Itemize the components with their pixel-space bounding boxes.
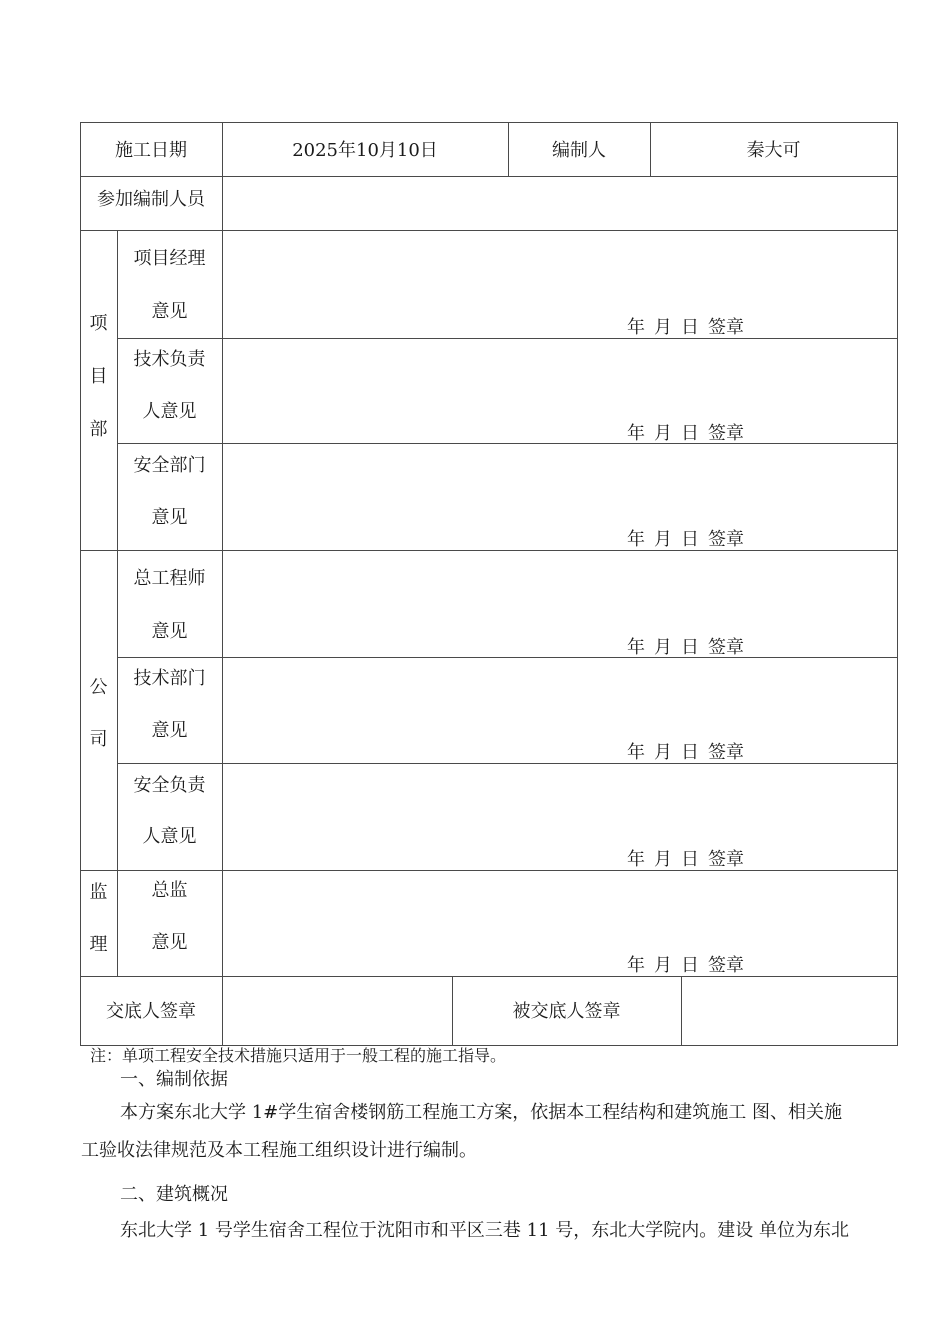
signature-line <box>627 529 753 551</box>
sig-year: 年 <box>627 529 645 550</box>
sig-year: 年 <box>627 955 645 976</box>
group-char: 理 <box>89 934 108 955</box>
sig-day: 日 <box>681 849 699 870</box>
opinion-label-line2: 人意见 <box>142 401 197 422</box>
sig-seal: 签章 <box>708 423 744 444</box>
date-label: 施工日期 <box>115 140 187 161</box>
sig-month: 月 <box>654 637 672 658</box>
opinion-label-line1: 总监 <box>151 880 188 901</box>
table-rule <box>117 230 118 976</box>
date-value: 2025年10月10日 <box>292 140 438 161</box>
sig-seal: 签章 <box>708 317 744 338</box>
signature-line <box>627 955 753 977</box>
table-border-top <box>80 122 898 123</box>
paragraph-line: 工验收法律规范及本工程施工组织设计进行编制。 <box>81 1140 477 1161</box>
table-rule <box>117 657 898 658</box>
receiver-label: 被交底人签章 <box>512 1001 621 1022</box>
opinion-label-line1: 技术部门 <box>133 668 206 689</box>
table-rule <box>80 176 898 177</box>
signature-line <box>627 637 753 659</box>
group-char: 目 <box>89 366 108 387</box>
sig-day: 日 <box>681 955 699 976</box>
sig-month: 月 <box>654 423 672 444</box>
signature-line <box>627 423 753 445</box>
paragraph-line: 本方案东北大学 1#学生宿舍楼钢筋工程施工方案，依据本工程结构和建筑施工 图、相关施 <box>120 1102 842 1123</box>
sig-day: 日 <box>681 317 699 338</box>
table-rule <box>80 870 898 871</box>
table-rule <box>80 550 898 551</box>
group-char: 司 <box>89 729 108 750</box>
group-char: 项 <box>89 313 108 334</box>
opinion-label-line2: 意见 <box>151 507 188 528</box>
section-heading: 一、编制依据 <box>120 1069 228 1090</box>
sig-month: 月 <box>654 955 672 976</box>
sig-month: 月 <box>654 317 672 338</box>
table-rule <box>80 230 898 231</box>
sig-year: 年 <box>627 637 645 658</box>
sig-month: 月 <box>654 742 672 763</box>
author-label: 编制人 <box>552 140 606 161</box>
table-rule <box>222 122 223 1046</box>
opinion-label-line1: 安全部门 <box>133 455 206 476</box>
table-rule <box>117 763 898 764</box>
sig-seal: 签章 <box>708 849 744 870</box>
opinion-label-line2: 人意见 <box>142 826 197 847</box>
table-note: 注：单项工程安全技术措施只适用于一般工程的施工指导。 <box>90 1046 507 1065</box>
sig-day: 日 <box>681 742 699 763</box>
signature-line <box>627 849 753 871</box>
sig-seal: 签章 <box>708 955 744 976</box>
table-rule <box>681 976 682 1046</box>
opinion-label-line2: 意见 <box>151 720 188 741</box>
sig-year: 年 <box>627 849 645 870</box>
opinion-label-line1: 项目经理 <box>133 248 206 269</box>
sig-day: 日 <box>681 529 699 550</box>
signature-line <box>627 742 753 764</box>
signature-line <box>627 317 753 339</box>
sig-seal: 签章 <box>708 637 744 658</box>
paragraph-line: 东北大学 1 号学生宿舍工程位于沈阳市和平区三巷 11 号，东北大学院内。建设 单位为东北 <box>120 1220 849 1241</box>
sig-day: 日 <box>681 423 699 444</box>
sig-seal: 签章 <box>708 529 744 550</box>
table-border-right <box>897 122 898 1046</box>
group-char: 公 <box>89 677 108 698</box>
opinion-label-line1: 技术负责 <box>133 349 206 370</box>
participants-label: 参加编制人员 <box>97 189 205 210</box>
table-rule <box>117 443 898 444</box>
opinion-label-line2: 意见 <box>151 621 188 642</box>
sig-day: 日 <box>681 637 699 658</box>
table-rule <box>117 338 898 339</box>
section-heading: 二、建筑概况 <box>120 1184 228 1205</box>
sig-month: 月 <box>654 529 672 550</box>
sig-year: 年 <box>627 423 645 444</box>
opinion-label-line2: 意见 <box>151 932 188 953</box>
opinion-label-line1: 安全负责 <box>133 775 206 796</box>
opinion-label-line2: 意见 <box>151 301 188 322</box>
sig-seal: 签章 <box>708 742 744 763</box>
sig-year: 年 <box>627 317 645 338</box>
group-char: 监 <box>89 882 108 903</box>
handover-label: 交底人签章 <box>106 1001 196 1022</box>
sig-year: 年 <box>627 742 645 763</box>
table-border-left <box>80 122 81 1046</box>
sig-month: 月 <box>654 849 672 870</box>
table-rule <box>80 976 898 977</box>
author-value: 秦大可 <box>746 140 801 161</box>
opinion-label-line1: 总工程师 <box>133 568 206 589</box>
group-char: 部 <box>89 419 108 440</box>
